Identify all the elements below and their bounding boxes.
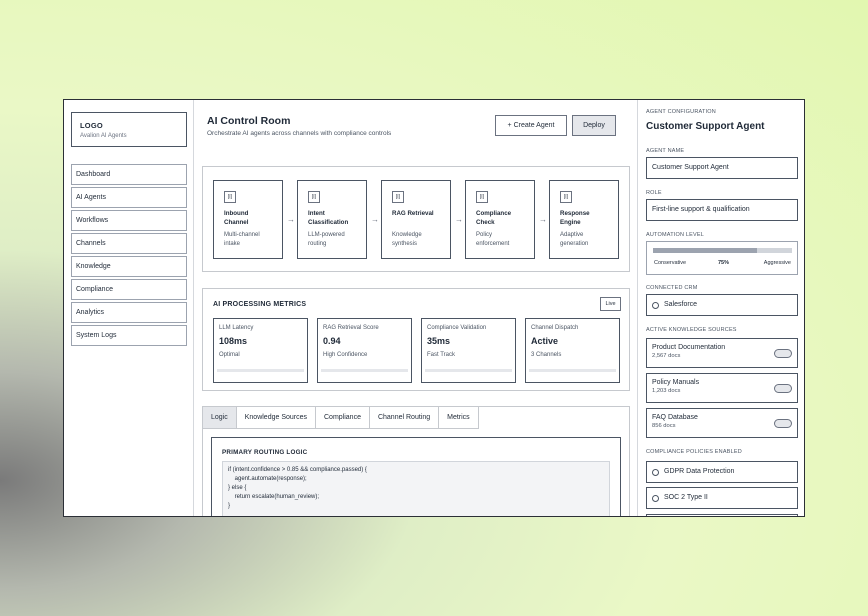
sidebar-item-analytics[interactable]: Analytics: [71, 302, 187, 323]
knowledge-source-count: 1,203 docs: [652, 388, 681, 394]
radio-icon: [652, 302, 659, 309]
role-label: ROLE: [646, 190, 662, 196]
flow-step-desc: synthesis: [392, 240, 418, 247]
policy-option-soc2[interactable]: [646, 487, 798, 509]
sidebar: [64, 100, 194, 517]
slider-min-label: Conservative: [654, 260, 687, 266]
sidebar-item-system-logs[interactable]: System Logs: [71, 325, 187, 346]
flow-step-title: RAG Retrieval: [392, 210, 434, 217]
toggle-switch[interactable]: [774, 419, 792, 428]
knowledge-source-name: FAQ Database: [652, 414, 698, 421]
sidebar-nav: [71, 164, 187, 348]
sidebar-item-compliance[interactable]: Compliance: [71, 279, 187, 300]
knowledge-source-name: Product Documentation: [652, 344, 726, 351]
radio-icon: [652, 469, 659, 476]
code-editor[interactable]: [222, 461, 610, 517]
metric-note: Optimal: [219, 352, 240, 358]
tab-metrics[interactable]: Metrics: [439, 407, 479, 429]
routing-logic-title: PRIMARY ROUTING LOGIC: [222, 449, 308, 456]
flow-step-title: Check: [476, 218, 495, 226]
metric-bar: [321, 369, 408, 372]
metric-bar: [217, 369, 304, 372]
automation-label: AUTOMATION LEVEL: [646, 232, 705, 238]
metric-card-compliance-validation[interactable]: [421, 318, 516, 383]
metric-label: LLM Latency: [219, 325, 254, 331]
info-icon: [i]: [560, 191, 572, 203]
live-badge: Live: [600, 297, 621, 311]
policy-name: GDPR Data Protection: [664, 468, 735, 475]
flow-step-compliance-check[interactable]: [465, 180, 535, 259]
code-line: } else {: [228, 485, 247, 491]
flow-step-response-engine[interactable]: [549, 180, 619, 259]
arrow-right-icon: →: [371, 215, 379, 224]
page-title: AI Control Room: [207, 115, 291, 127]
metric-bar: [425, 369, 512, 372]
code-line: agent.automate(response);: [228, 476, 307, 482]
knowledge-source-item: [646, 408, 798, 438]
policies-label: COMPLIANCE POLICIES ENABLED: [646, 449, 742, 455]
flow-step-inbound-channel[interactable]: [213, 180, 283, 259]
info-icon: [i]: [308, 191, 320, 203]
metric-card-llm-latency[interactable]: [213, 318, 308, 383]
flow-step-desc: intake: [224, 241, 241, 247]
flow-step-title: Response: [560, 210, 590, 217]
crm-label: CONNECTED CRM: [646, 285, 698, 291]
flow-step-desc: Multi-channel: [224, 232, 260, 238]
tab-logic[interactable]: Logic: [203, 407, 237, 429]
metric-value: Active: [531, 336, 559, 346]
flow-step-title: Classification: [308, 218, 349, 226]
page-subtitle: Orchestrate AI agents across channels with compliance controls: [207, 130, 392, 137]
tab-bar: [203, 407, 479, 429]
flow-step-desc: Policy: [476, 232, 493, 238]
policy-name: SOC 2 Type II: [664, 494, 708, 501]
routing-logic-box: [211, 437, 621, 517]
flow-step-desc: generation: [560, 241, 589, 247]
logo-subtitle: Avalion AI Agents: [80, 133, 127, 139]
toggle-switch[interactable]: [774, 384, 792, 393]
logic-tabs-panel: [202, 406, 630, 517]
info-icon: [i]: [476, 191, 488, 203]
flow-step-title: Inbound: [224, 210, 249, 217]
agent-name-field[interactable]: Customer Support Agent: [646, 157, 798, 179]
tab-compliance[interactable]: Compliance: [316, 407, 370, 429]
metric-card-channel-dispatch[interactable]: [525, 318, 620, 383]
flow-step-title: Channel: [224, 218, 249, 226]
flow-step-desc: enforcement: [476, 241, 510, 247]
main-content: [194, 100, 636, 517]
metric-label: RAG Retrieval Score: [323, 325, 379, 331]
processing-metrics-panel: [202, 288, 630, 391]
policy-option-gdpr[interactable]: [646, 461, 798, 483]
app-window: [63, 99, 805, 517]
flow-step-desc: routing: [308, 241, 327, 247]
flow-step-desc: LLM-powered: [308, 232, 345, 238]
info-icon: [i]: [224, 191, 236, 203]
knowledge-source-item: [646, 338, 798, 368]
radio-icon: [652, 495, 659, 502]
sidebar-item-knowledge[interactable]: Knowledge: [71, 256, 187, 277]
metric-note: 3 Channels: [531, 352, 562, 358]
sidebar-item-workflows[interactable]: Workflows: [71, 210, 187, 231]
sidebar-item-dashboard[interactable]: Dashboard: [71, 164, 187, 185]
code-line: return escalate(human_review);: [228, 494, 320, 500]
crm-name: Salesforce: [664, 301, 698, 308]
metric-label: Channel Dispatch: [531, 325, 579, 331]
metric-value: 108ms: [219, 336, 248, 346]
logo[interactable]: [71, 112, 187, 147]
metric-value: 35ms: [427, 336, 451, 346]
slider-max-label: Aggressive: [763, 260, 791, 266]
section-label: AGENT CONFIGURATION: [646, 109, 716, 115]
toggle-switch[interactable]: [774, 349, 792, 358]
flow-step-rag-retrieval[interactable]: [381, 180, 451, 259]
flow-step-title: Engine: [560, 218, 581, 226]
flow-step-title: Compliance: [476, 210, 512, 217]
arrow-right-icon: →: [287, 215, 295, 224]
tab-channel-routing[interactable]: Channel Routing: [370, 407, 439, 429]
info-icon: [i]: [392, 191, 404, 203]
config-title: Customer Support Agent: [646, 121, 765, 132]
slider-track[interactable]: [653, 248, 792, 253]
knowledge-source-name: Policy Manuals: [652, 379, 700, 386]
create-agent-button[interactable]: + Create Agent: [495, 115, 567, 136]
code-line: if (intent.confidence > 0.85 && compliance.passed) {: [228, 467, 367, 473]
arrow-right-icon: →: [455, 215, 463, 224]
knowledge-label: ACTIVE KNOWLEDGE SOURCES: [646, 327, 737, 333]
flow-step-intent-classification[interactable]: [297, 180, 367, 259]
deploy-button[interactable]: Deploy: [572, 115, 616, 136]
sidebar-item-channels[interactable]: Channels: [71, 233, 187, 254]
metric-label: Compliance Validation: [427, 325, 487, 331]
role-field[interactable]: First-line support & qualification: [646, 199, 798, 221]
metric-value: 0.94: [323, 336, 341, 346]
tab-knowledge-sources[interactable]: Knowledge Sources: [237, 407, 316, 429]
code-line: }: [228, 503, 231, 509]
pipeline-flow: [202, 166, 630, 272]
agent-config-panel: [637, 100, 805, 517]
knowledge-source-count: 2,567 docs: [652, 353, 681, 359]
metric-bar: [529, 369, 616, 372]
sidebar-item-ai-agents[interactable]: AI Agents: [71, 187, 187, 208]
metric-note: High Confidence: [323, 352, 368, 358]
knowledge-source-count: 856 docs: [652, 423, 676, 429]
metric-note: Fast Track: [427, 352, 456, 358]
flow-step-title: Intent: [308, 210, 325, 217]
arrow-right-icon: →: [539, 215, 547, 224]
agent-name-label: AGENT NAME: [646, 148, 685, 154]
slider-fill: [653, 248, 757, 253]
automation-slider[interactable]: [646, 241, 798, 275]
flow-step-desc: Adaptive: [560, 232, 584, 238]
logo-title: LOGO: [80, 121, 103, 130]
slider-value: 75%: [718, 260, 730, 266]
metrics-title: AI PROCESSING METRICS: [213, 301, 307, 308]
policy-option-partial[interactable]: [646, 514, 798, 517]
metric-card-rag-score[interactable]: [317, 318, 412, 383]
flow-step-desc: Knowledge: [392, 231, 422, 238]
knowledge-source-item: [646, 373, 798, 403]
crm-option-salesforce[interactable]: [646, 294, 798, 316]
